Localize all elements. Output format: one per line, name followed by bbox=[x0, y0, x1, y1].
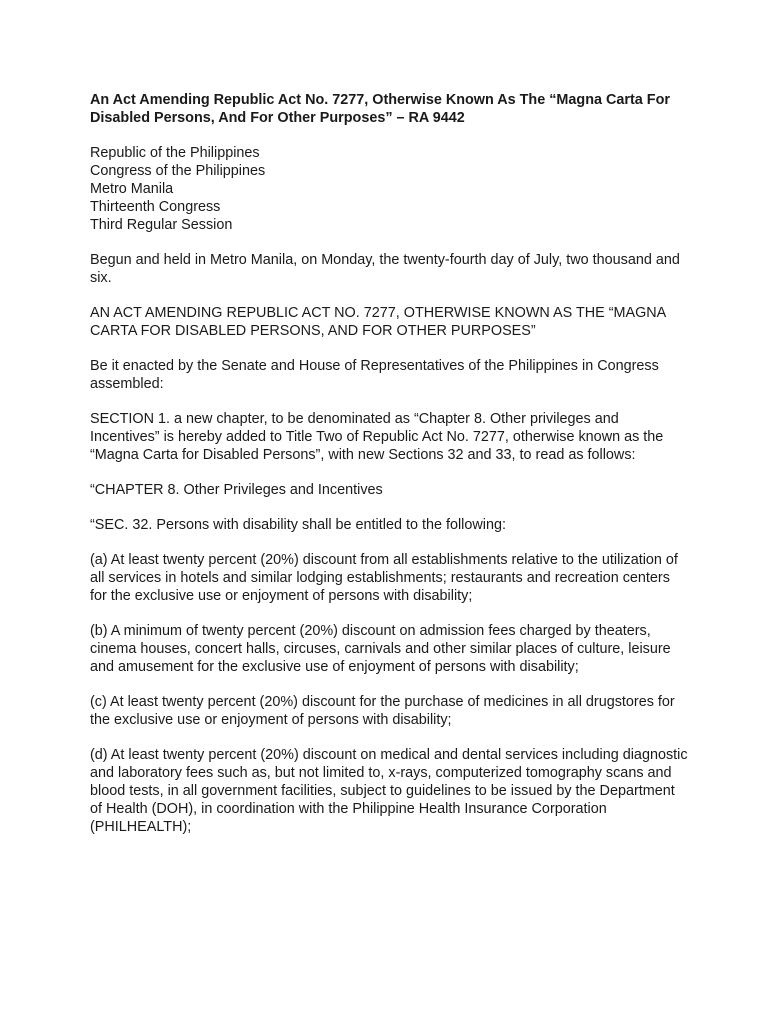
paragraph-sec-32-intro: “SEC. 32. Persons with disability shall be entitled to the following: bbox=[90, 517, 506, 533]
header-line-congress-number: Thirteenth Congress bbox=[90, 199, 221, 215]
header-line-location: Metro Manila bbox=[90, 181, 174, 197]
paragraph-enacting-clause: Be it enacted by the Senate and House of Representatives of the Philippines in Congress assembled: bbox=[90, 358, 659, 392]
paragraph-act-caption: AN ACT AMENDING REPUBLIC ACT NO. 7277, OTHERWISE KNOWN AS THE “MAGNA CARTA FOR DISABLED PERSONS, AND FOR OTHER PURPOSES” bbox=[90, 305, 666, 339]
header-line-republic: Republic of the Philippines bbox=[90, 145, 260, 161]
paragraph-item-b: (b) A minimum of twenty percent (20%) discount on admission fees charged by theaters, cinema houses, concert halls, circuses, carnivals and other similar places of culture, leisure and amusement for the exclusive use of enjoyment of persons with disability; bbox=[90, 623, 671, 675]
paragraph-item-c: (c) At least twenty percent (20%) discount for the purchase of medicines in all drugstores for the exclusive use or enjoyment of persons with disability; bbox=[90, 694, 675, 728]
paragraph-item-a: (a) At least twenty percent (20%) discount from all establishments relative to the utilization of all services in hotels and similar lodging establishments; restaurants and recreation centers for the exclusive use or enjoyment of persons with disability; bbox=[90, 552, 678, 604]
paragraph-item-d: (d) At least twenty percent (20%) discount on medical and dental services including diagnostic and laboratory fees such as, but not limited to, x-rays, computerized tomography scans and blood tests, in all government facilities, subject to guidelines to be issued by the Department of Health (DOH), in coordination with the Philippine Health Insurance Corporation (PHILHEALTH); bbox=[90, 747, 688, 835]
document-page bbox=[90, 92, 690, 853]
paragraph-begun-held: Begun and held in Metro Manila, on Monday, the twenty-fourth day of July, two thousand and six. bbox=[90, 252, 680, 286]
paragraph-chapter-8-heading: “CHAPTER 8. Other Privileges and Incentives bbox=[90, 482, 383, 498]
issuing-body-header bbox=[90, 144, 690, 234]
paragraph-section-1: SECTION 1. a new chapter, to be denominated as “Chapter 8. Other privileges and Incentives” is hereby added to Title Two of Republic Act No. 7277, otherwise known as the “Magna Carta for Disabled Persons”, with new Sections 32 and 33, to read as follows: bbox=[90, 411, 664, 463]
header-line-session: Third Regular Session bbox=[90, 217, 233, 233]
header-line-congress: Congress of the Philippines bbox=[90, 163, 266, 179]
document-title: An Act Amending Republic Act No. 7277, Otherwise Known As The “Magna Carta For Disabled Persons, And For Other Purposes” – RA 9442 bbox=[90, 92, 670, 126]
